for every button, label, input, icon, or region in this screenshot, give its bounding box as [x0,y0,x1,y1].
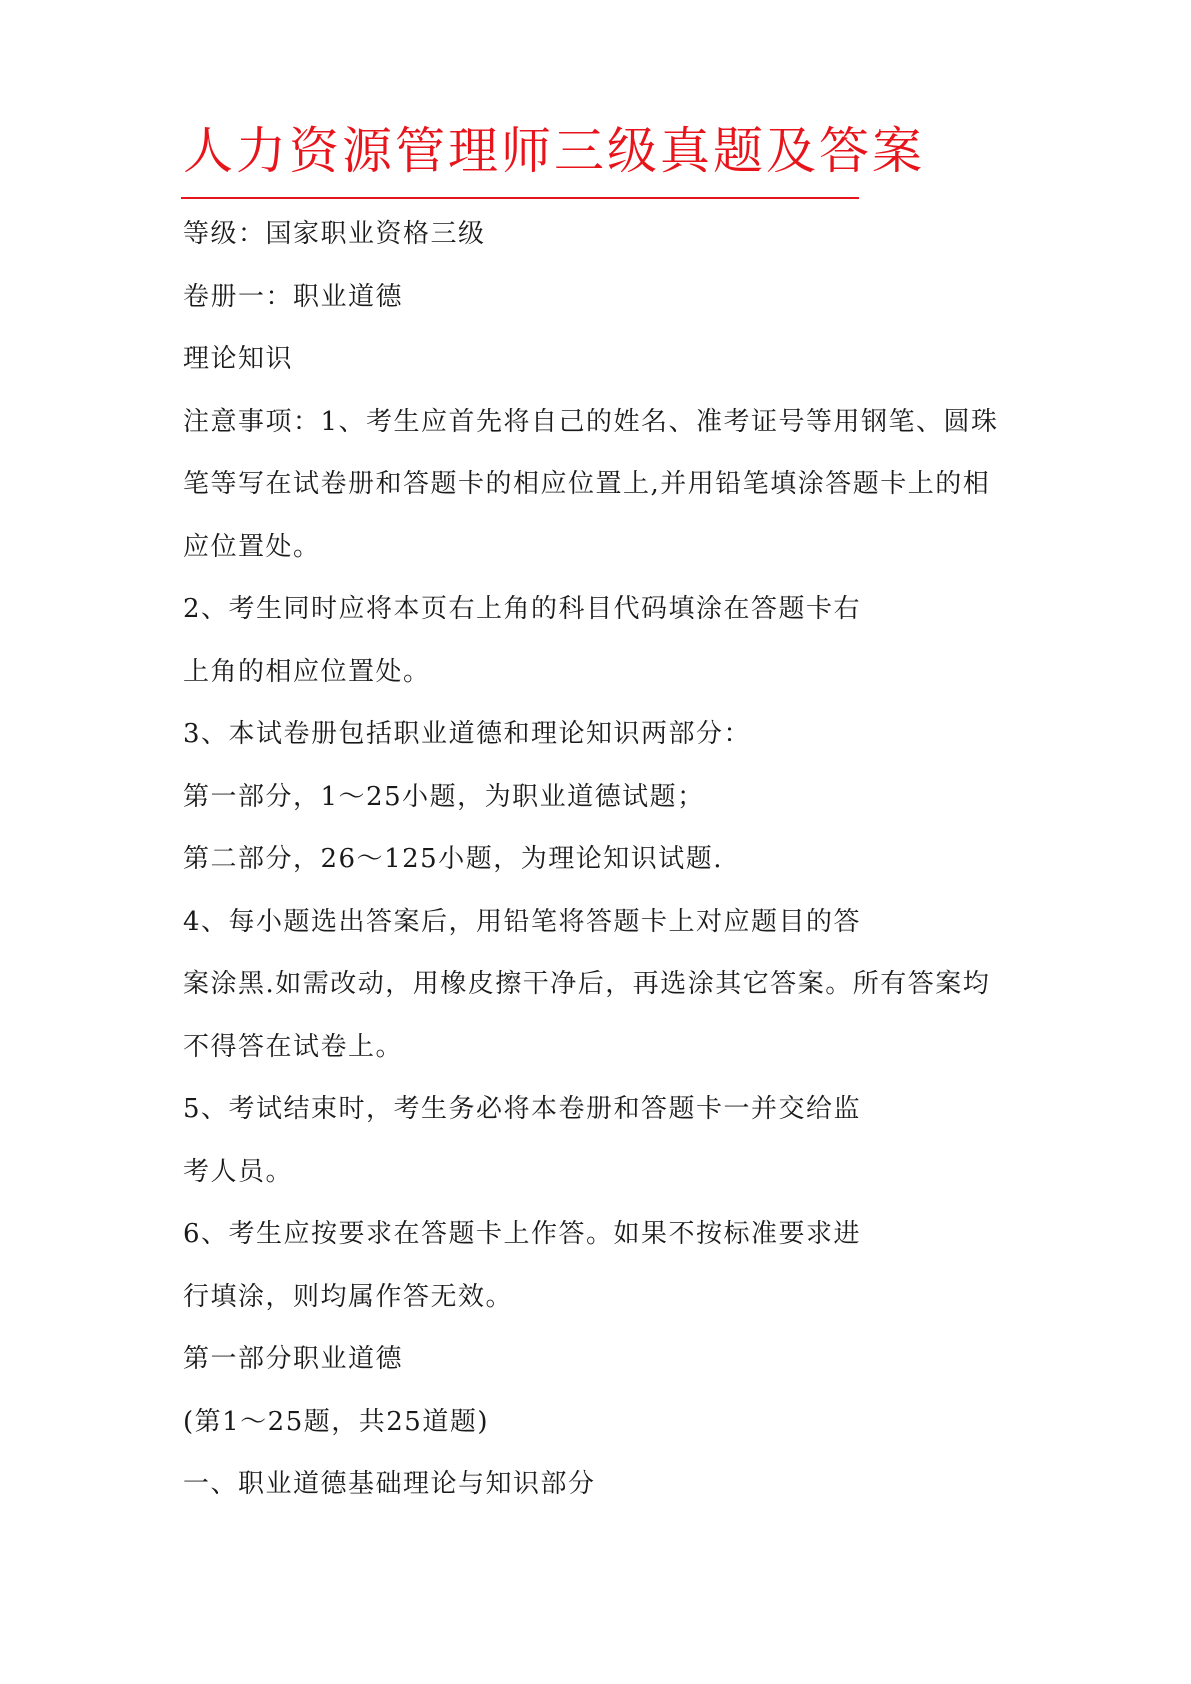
notice-line: 3、本试卷册包括职业道德和理论知识两部分： [183,719,752,749]
document-body [183,214,1023,1527]
notice-line: 5、考试结束时，考生务必将本卷册和答题卡一并交给监 [183,1094,862,1124]
notice-line: 应位置处。 [183,531,321,562]
notice-line: 笔等写在试卷册和答题卡的相应位置上,并用铅笔填涂答题卡上的相 [183,469,991,499]
notice-line: 6、考生应按要求在答题卡上作答。如果不按标准要求进 [183,1219,862,1249]
part-range: (第1～25题，共25道题) [183,1406,489,1437]
notice-line: 4、每小题选出答案后，用铅笔将答题卡上对应题目的答 [183,906,862,937]
notice-line: 行填涂，则均属作答无效。 [183,1281,514,1312]
notice-line: 第一部分，1～25小题，为职业道德试题； [183,781,705,812]
notice-line: 第二部分，26～125小题，为理论知识试题. [183,844,723,874]
notice-line: 不得答在试卷上。 [183,1031,404,1062]
part-heading: 第一部分职业道德 [183,1344,404,1374]
document-title: 人力资源管理师三级真题及答案 [183,122,925,180]
subsection-heading: 一、职业道德基础理论与知识部分 [183,1469,596,1499]
title-underline [181,197,859,199]
notice-line: 2、考生同时应将本页右上角的科目代码填涂在答题卡右 [183,594,862,624]
notice-line: 上角的相应位置处。 [183,656,431,687]
notice-line: 考人员。 [183,1156,294,1187]
notice-line: 注意事项：1、考生应首先将自己的姓名、准考证号等用钢笔、圆珠 [183,406,999,437]
section-label: 理论知识 [183,344,294,374]
volume-line: 卷册一：职业道德 [183,281,404,312]
notice-line: 案涂黑.如需改动，用橡皮擦干净后，再选涂其它答案。所有答案均 [183,969,991,999]
grade-line: 等级：国家职业资格三级 [183,219,486,249]
